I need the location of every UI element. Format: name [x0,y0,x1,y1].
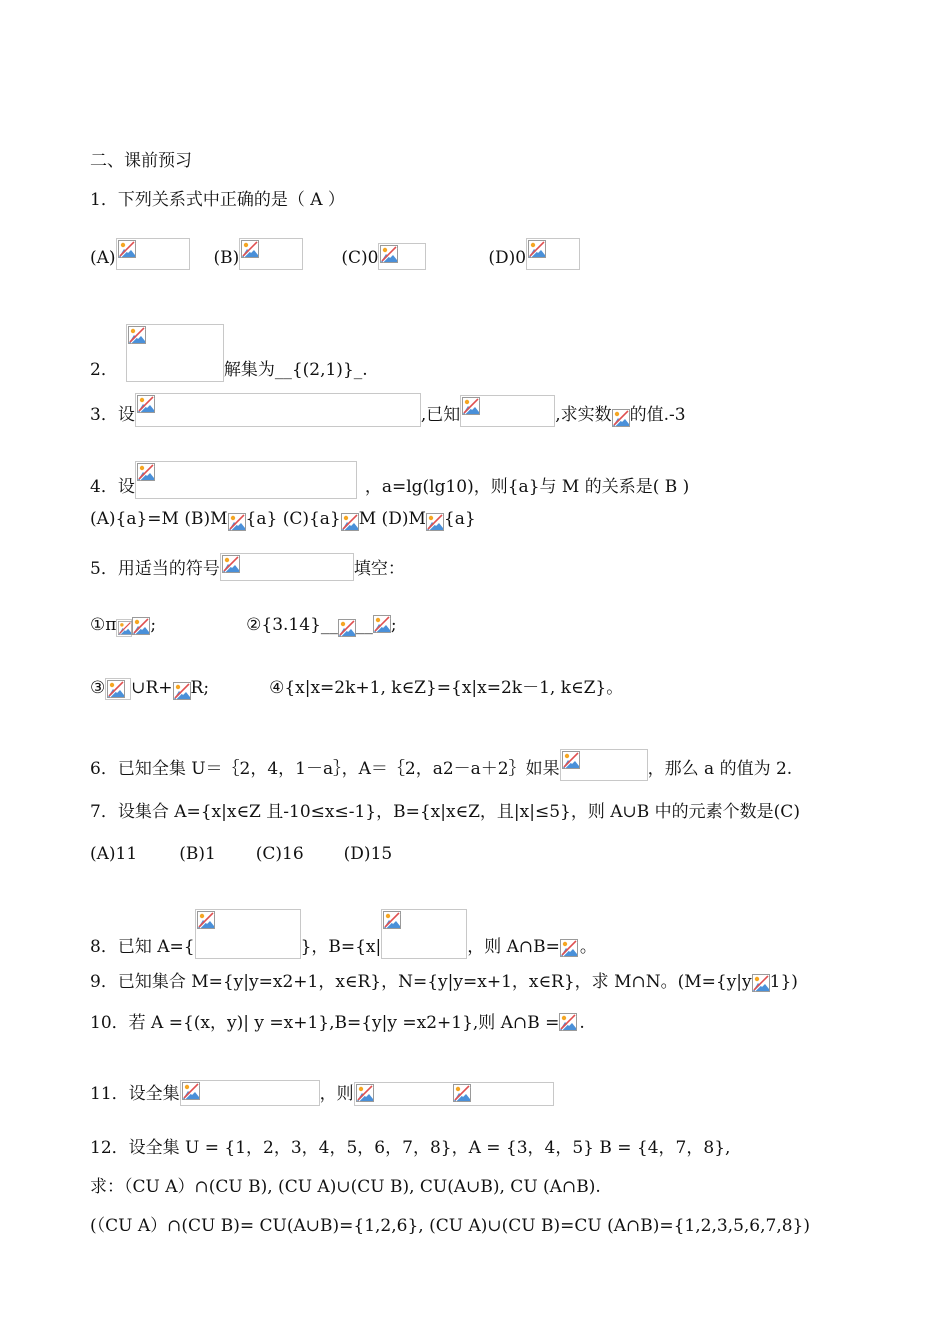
question-5: 5．用适当的符号 填空： [90,553,405,581]
question-4-options: (A){a}=M (B)M {a} (C){a} M (D)M {a} [90,509,476,529]
broken-image-icon [228,513,246,531]
broken-image-icon [354,1082,554,1106]
broken-image-icon [373,615,391,637]
broken-image-icon [612,409,630,427]
broken-image-icon [195,909,301,959]
question-1: 1．下列关系式中正确的是（ A ） [90,190,345,210]
broken-image-icon [378,243,426,270]
broken-image-icon [132,617,150,637]
option-b-label: (B) [213,248,240,268]
question-12-line-2: 求：（CU A）∩(CU B), (CU A)∪(CU B), CU(A∪B), CU (A∩B). [90,1177,601,1197]
broken-image-icon [426,513,444,531]
question-10: 10．若 A ={(x，y)| y =x+1},B={y|y =x2+1},则 A∩B = . [90,1013,585,1033]
broken-image-icon [105,678,131,700]
broken-image-icon [559,1013,579,1035]
question-1-options [90,238,580,270]
broken-image-icon [338,619,356,637]
broken-image-icon [526,238,580,270]
question-12-line-3: (（CU A）∩(CU B)= CU(A∪B)={1,2,6}, (CU A)∪(CU B)=CU (A∩B)={1,2,3,5,6,7,8}) [90,1216,811,1236]
option-c-label: (C)0 [341,248,379,268]
question-7: 7．设集合 A={x|x∈Z 且-10≤x≤-1}，B={x|x∈Z，且|x|≤5}，则 A∪B 中的元素个数是(C) [90,802,800,822]
broken-image-icon [460,395,555,427]
question-2: 2． 解集为__{(2,1)}_. [90,324,368,382]
option-d-label: (D)0 [488,248,527,268]
section-title: 二、课前预习 [90,151,192,171]
broken-image-icon [116,238,190,270]
question-7-options: (A)11 (B)1 (C)16 (D)15 [90,844,393,864]
question-8: 8．已知 A={ }，B={x| ，则 A∩B= 。 [90,909,597,959]
broken-image-icon [173,682,191,700]
broken-image-icon [180,1080,320,1106]
broken-image-icon [752,974,770,994]
question-6: 6．已知全集 U＝｛2，4，1－a｝，A＝｛2，a2－a＋2｝如果 ，那么 a 的值为 2. [90,749,792,781]
question-3: 3．设 ,已知 ,求实数 的值.-3 [90,393,686,427]
broken-image-icon [239,238,303,270]
broken-image-icon [116,619,132,637]
broken-image-icon [381,909,467,959]
broken-image-icon [135,461,357,499]
broken-image-icon [341,513,359,531]
broken-image-icon [560,749,648,781]
question-9: 9．已知集合 M={y|y=x2+1，x∈R}，N={y|y=x+1，x∈R}，求 M∩N。(M={y|y 1}) [90,972,798,992]
broken-image-icon [126,324,224,382]
broken-image-icon [560,939,580,959]
option-a-label: (A) [90,248,116,268]
question-5-part-1: ①π ; ②{3.14}__ __ ; [90,615,397,635]
question-12-line-1: 12．设全集 U = {1，2，3，4，5，6，7，8}，A = {3，4，5} B = {4，7，8}, [90,1138,731,1158]
question-4: 4．设 ，a=lg(lg10)，则{a}与 M 的关系是( B ) [90,461,689,499]
broken-image-icon [220,553,354,581]
question-11: 11．设全集 ，则 [90,1080,554,1106]
broken-image-icon [135,393,421,427]
question-5-part-3: ③ ∪R+ R; ④{x|x=2k+1, k∈Z}={x|x=2k－1, k∈Z}。 [90,678,624,698]
